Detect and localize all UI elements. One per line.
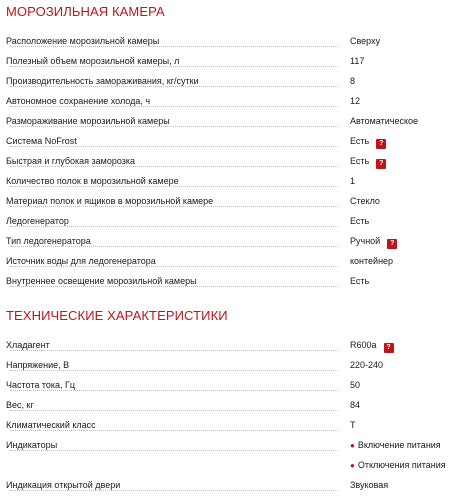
spec-name: Тип ледогенератора — [6, 236, 91, 246]
spec-value: Звуковая — [350, 480, 389, 490]
spec-name: Расположение морозильной камеры — [6, 36, 160, 46]
spec-value: Сверху — [350, 36, 381, 46]
leader-dots — [10, 350, 338, 351]
spec-row — [6, 195, 452, 215]
spec-value: Есть — [350, 216, 370, 226]
spec-value: Автоматическое — [350, 116, 419, 126]
question-mark-icon[interactable]: ? — [376, 139, 386, 149]
spec-value: контейнер — [350, 256, 394, 266]
spec-value: 12 — [350, 96, 361, 106]
spec-row — [6, 399, 452, 419]
spec-value: T — [350, 420, 356, 430]
spec-row — [6, 359, 452, 379]
spec-value: 8 — [350, 76, 356, 86]
spec-row — [6, 135, 452, 155]
spec-row — [6, 339, 452, 359]
spec-row — [6, 275, 452, 295]
spec-row — [6, 379, 452, 399]
spec-name: Внутреннее освещение морозильной камеры — [6, 276, 197, 286]
spec-row — [6, 155, 452, 175]
spec-row — [6, 235, 452, 255]
indicator-item: Отключения питания — [357, 460, 446, 470]
spec-name: Количество полок в морозильной камере — [6, 176, 179, 186]
spec-value-with-help — [350, 155, 386, 169]
red-bullet-icon: ● — [350, 461, 355, 470]
spec-value-with-help — [350, 135, 386, 149]
question-mark-icon[interactable]: ? — [387, 239, 397, 249]
spec-value: 50 — [350, 380, 361, 390]
spec-value: Есть — [350, 276, 370, 286]
spec-value: 220-240 — [350, 360, 384, 370]
spec-row — [6, 479, 452, 499]
spec-value — [350, 439, 441, 452]
spec-value: R600a — [350, 340, 377, 350]
spec-name: Климатический класс — [6, 420, 96, 430]
spec-row — [6, 55, 452, 75]
spec-value: 84 — [350, 400, 361, 410]
spec-name: Индикаторы — [6, 440, 58, 450]
spec-value: Есть — [350, 136, 370, 146]
section-title-freezer: МОРОЗИЛЬНАЯ КАМЕРА — [6, 4, 165, 19]
spec-row — [6, 419, 452, 439]
spec-name: Хладагент — [6, 340, 50, 350]
section-title-tech: ТЕХНИЧЕСКИЕ ХАРАКТЕРИСТИКИ — [6, 308, 228, 323]
spec-value-with-help — [350, 339, 394, 353]
spec-name: Размораживание морозильной камеры — [6, 116, 170, 126]
spec-row — [6, 255, 452, 275]
spec-value: Ручной — [350, 236, 381, 246]
leader-dots — [10, 450, 338, 451]
spec-name: Частота тока, Гц — [6, 380, 76, 390]
spec-name: Автономное сохранение холода, ч — [6, 96, 151, 106]
spec-name: Напряжение, В — [6, 360, 70, 370]
spec-row — [6, 439, 452, 459]
spec-name: Индикация открытой двери — [6, 480, 121, 490]
question-mark-icon[interactable]: ? — [384, 343, 394, 353]
spec-value — [350, 459, 446, 472]
spec-value: 1 — [350, 176, 356, 186]
spec-name: Быстрая и глубокая заморозка — [6, 156, 136, 166]
leader-dots — [10, 410, 338, 411]
question-mark-icon[interactable]: ? — [376, 159, 386, 169]
spec-value-with-help — [350, 235, 397, 249]
spec-name: Материал полок и ящиков в морозильной камере — [6, 196, 214, 206]
spec-row — [6, 175, 452, 195]
spec-name: Система NoFrost — [6, 136, 77, 146]
spec-value: Есть — [350, 156, 370, 166]
spec-row — [6, 215, 452, 235]
spec-name: Источник воды для ледогенератора — [6, 256, 156, 266]
spec-row — [6, 75, 452, 95]
spec-name: Ледогенератор — [6, 216, 69, 226]
spec-name: Полезный объем морозильной камеры, л — [6, 56, 180, 66]
spec-value: 117 — [350, 56, 365, 66]
spec-name: Производительность замораживания, кг/сутки — [6, 76, 199, 86]
spec-row-continued — [6, 459, 452, 479]
spec-row — [6, 35, 452, 55]
spec-name: Вес, кг — [6, 400, 34, 410]
spec-row — [6, 115, 452, 135]
indicator-item: Включение питания — [357, 440, 441, 450]
spec-row — [6, 95, 452, 115]
red-bullet-icon: ● — [350, 441, 355, 450]
spec-value: Стекло — [350, 196, 380, 206]
